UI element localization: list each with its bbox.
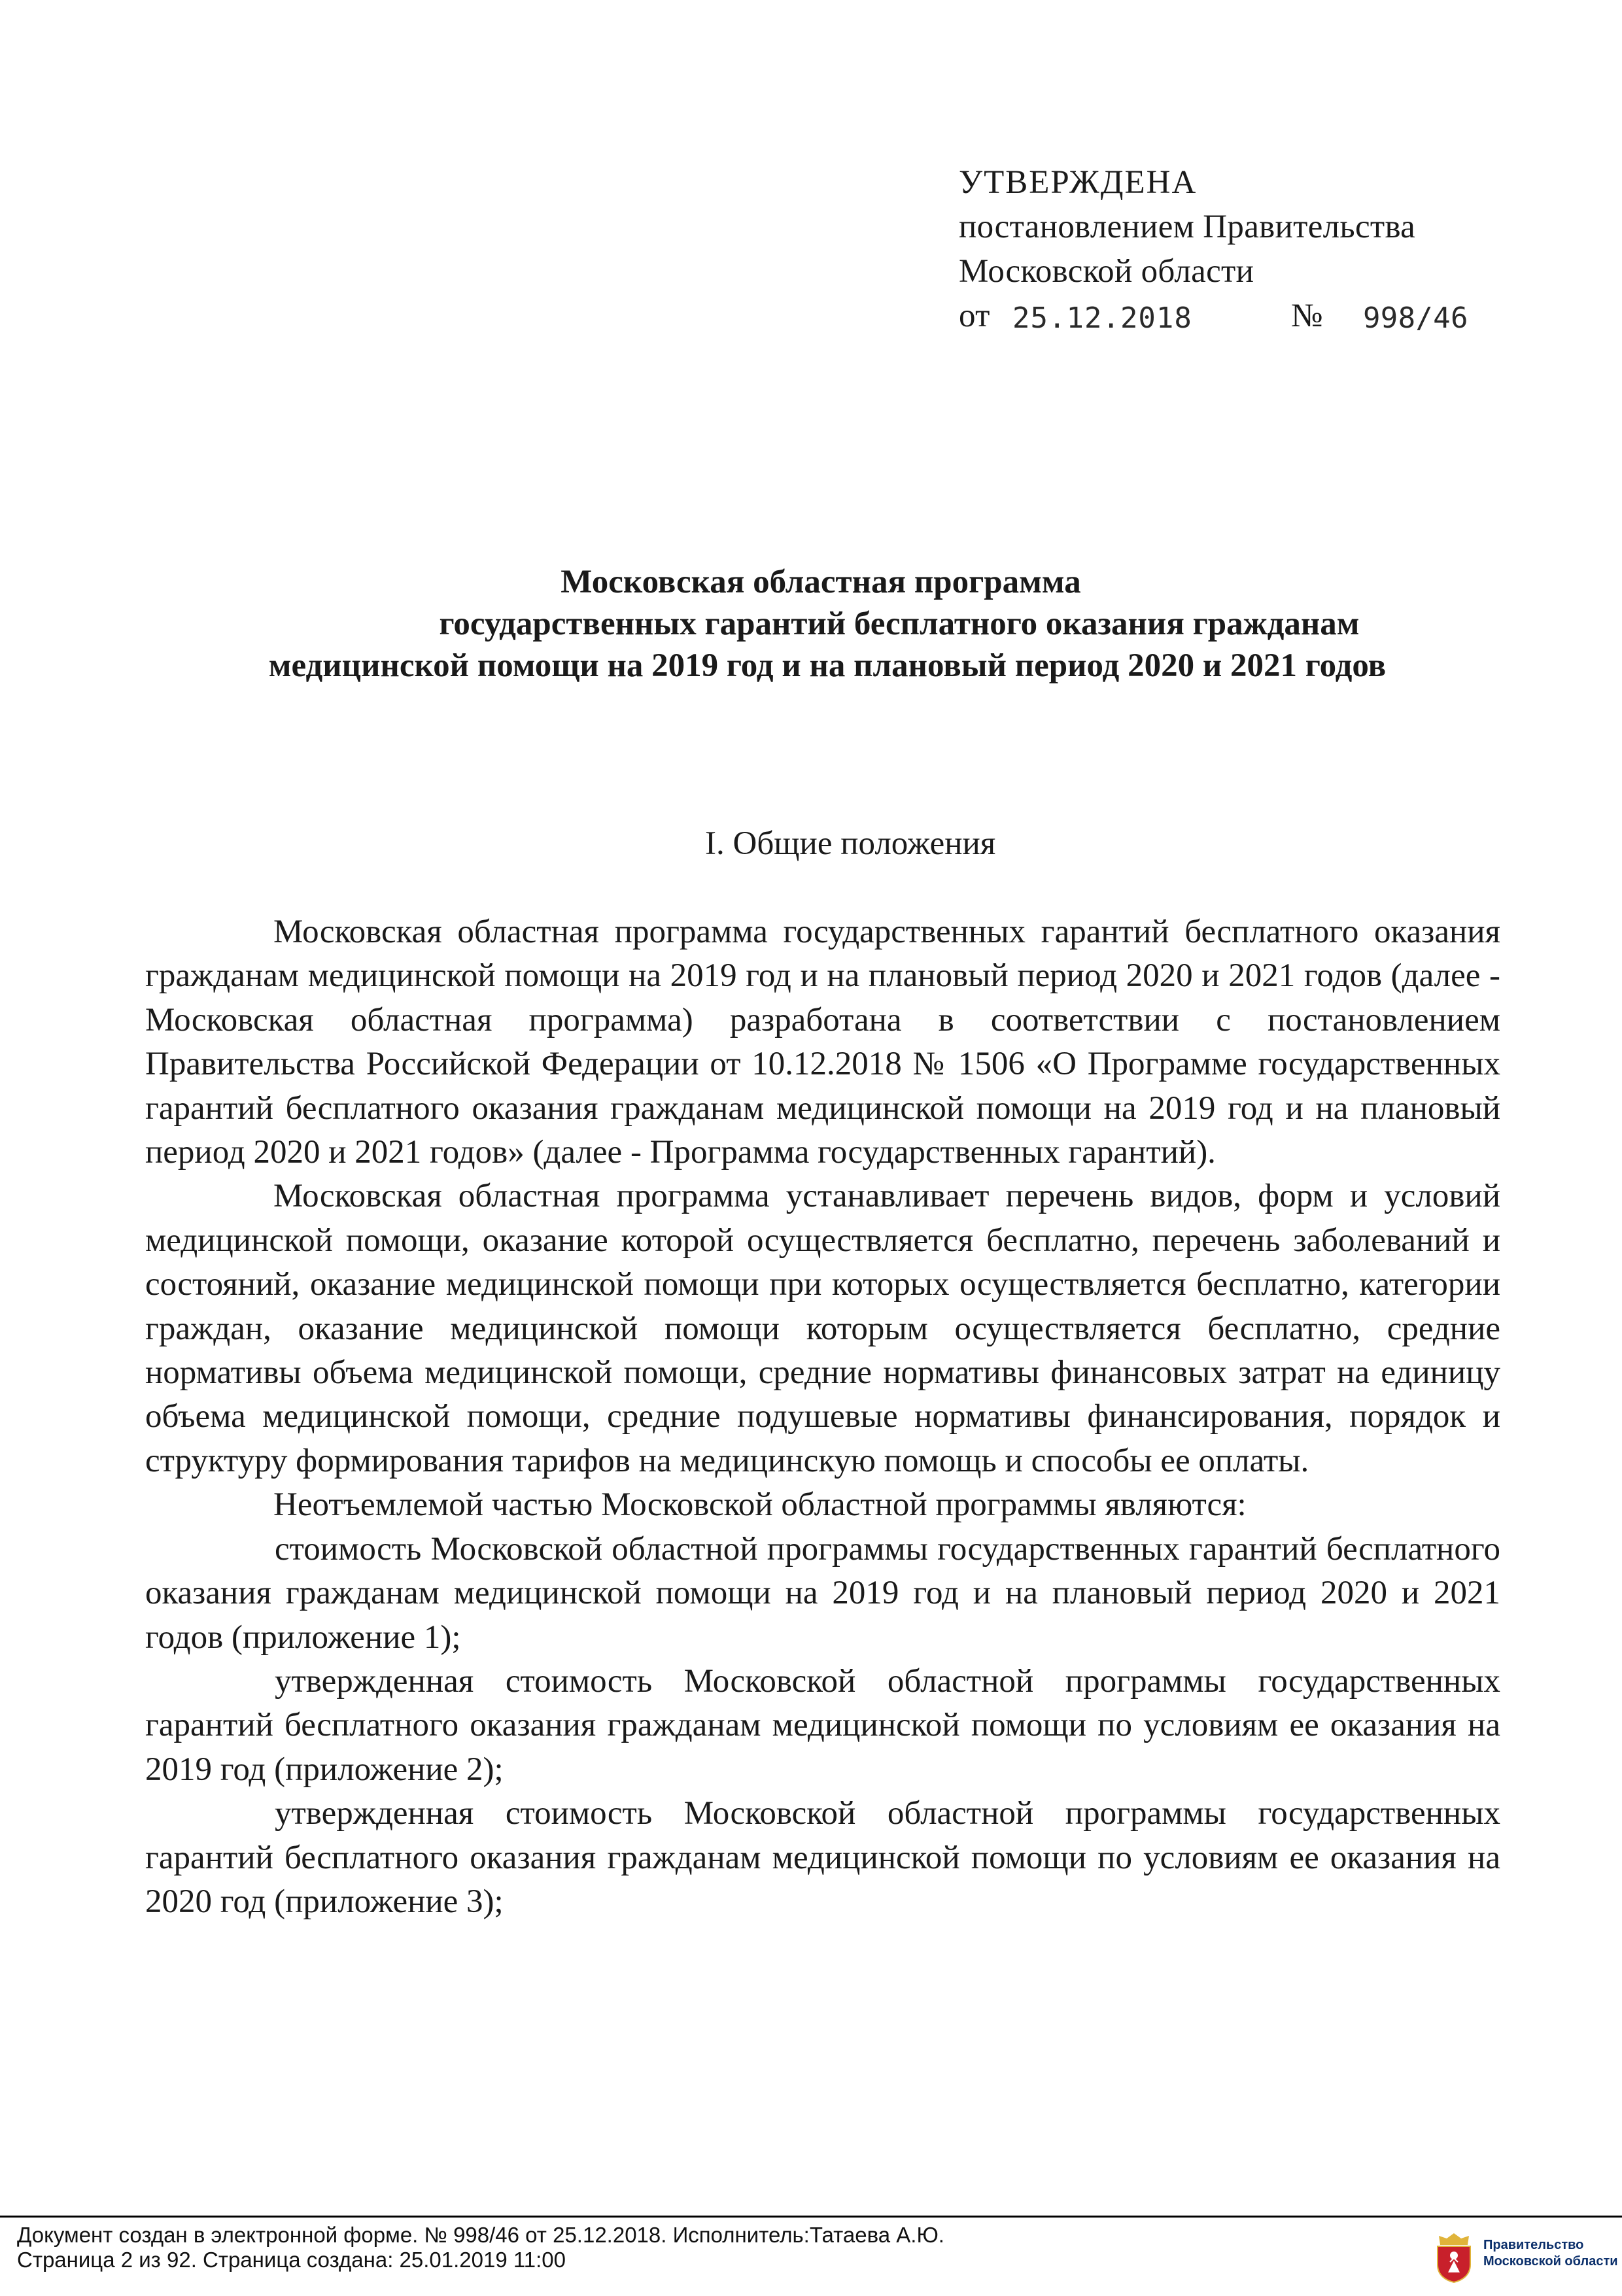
body-text [145,910,1500,1924]
approval-stamp [959,160,1547,338]
paragraph: Московская областная программа государственных гарантий бесплатного оказания гражданам медицинской помощи на 2019 год и на плановый период 2020 и 2021 годов (далее - Московская областная программа) разработана в соответствии с постановлением Правительства Российской Федерации от 10.12.2018 № 1506 «О Программе государственных гарантий бесплатного оказания гражданам медицинской помощи на 2019 год и на плановый период 2020 и 2021 годов» (далее - Программа государственных гарантий). [145,914,1500,1171]
footer-meta [17,2223,944,2272]
footer-line-1: Документ создан в электронной форме. № 998/46 от 25.12.2018. Исполнитель:Татаева А.Ю. [17,2223,944,2247]
footer-line-2: Страница 2 из 92. Страница создана: 25.01.2019 11:00 [17,2248,566,2272]
list-item: стоимость Московской областной программы государственных гарантий бесплатного оказания гражданам медицинской помощи на 2019 год и на плановый период 2020 и 2021 годов (приложение 1); [145,1530,1500,1656]
paragraph: Неотъемлемой частью Московской областной программы являются: [273,1486,1247,1524]
footer-org [1483,2237,1618,2270]
paragraph: Московская областная программа устанавливает перечень видов, форм и условий медицинской помощи, оказание которой осуществляется бесплатно, перечень заболеваний и состояний, оказание медицинской помощи при которых осуществляется бесплатно, категории граждан, оказание медицинской помощи которым осуществляется бесплатно, средние нормативы объема медицинской помощи, средние нормативы финансовых затрат на единицу объема медицинской помощи, средние подушевые нормативы финансирования, порядок и структуру формирования тарифов на медицинскую помощь и способы ее оплаты. [145,1178,1500,1479]
approval-line-1: постановлением Правительства [959,209,1416,245]
approval-line-2: Московской области [959,253,1254,290]
section-title: I. Общие положения [705,825,996,862]
approval-date-row [959,294,1547,338]
list-item: утвержденная стоимость Московской областной программы государственных гарантий бесплатного оказания гражданам медицинской помощи по условиям ее оказания на 2019 год (приложение 2); [145,1662,1500,1788]
title-line-1: Московская областная программа [561,564,1081,600]
title-line-3: медицинской помощи на 2019 год и на плановый период 2020 и 2021 годов [268,647,1387,684]
page-footer [0,2216,1622,2296]
list-item: утвержденная стоимость Московской областной программы государственных гарантий бесплатного оказания гражданам медицинской помощи по условиям ее оказания на 2020 год (приложение 3); [145,1795,1500,1920]
approval-number-sign: № [1291,298,1323,334]
footer-org-line-2: Московской области [1483,2254,1618,2269]
approval-date-prefix: от [959,298,990,334]
document-title [150,561,1504,687]
moscow-oblast-coat-of-arms-icon [1434,2232,1474,2283]
title-line-2: государственных гарантий бесплатного оказания гражданам [439,606,1360,642]
approval-date: 25.12.2018 [1012,301,1192,335]
footer-org-line-1: Правительство [1483,2238,1584,2252]
approval-heading: УТВЕРЖДЕНА [959,164,1198,201]
approval-number: 998/46 [1363,301,1468,335]
